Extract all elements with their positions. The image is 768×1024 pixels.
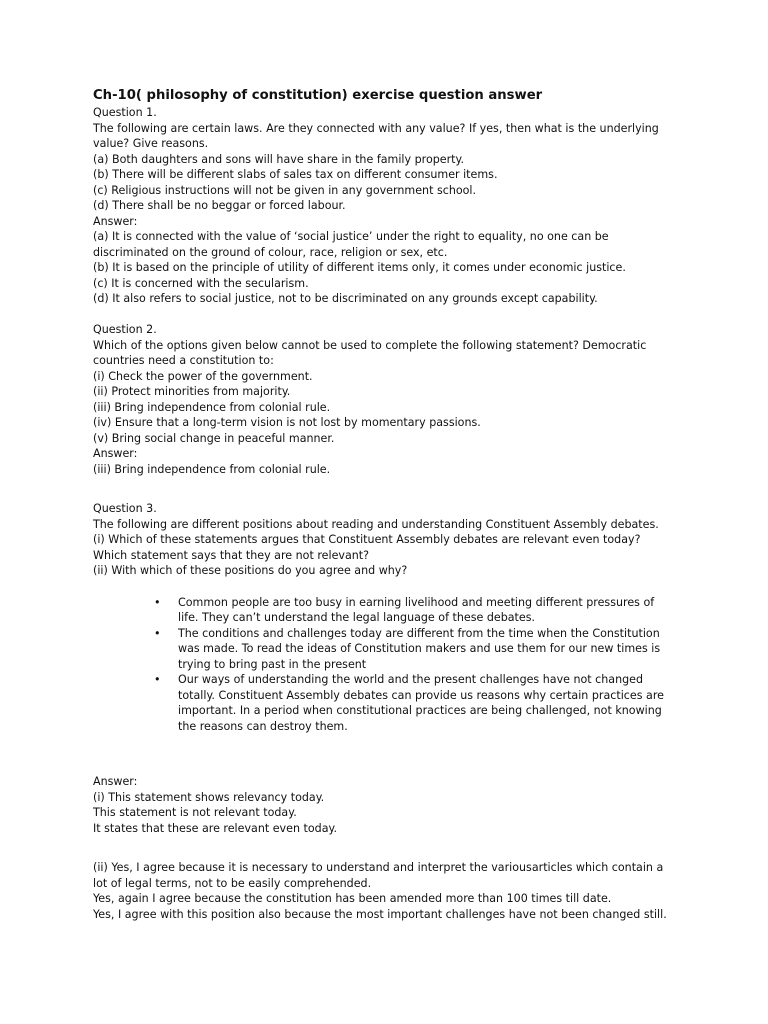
q1-item-a: (a) Both daughters and sons will have share in the family property. <box>93 152 465 166</box>
list-item-text: Our ways of understanding the world and the present challenges have not changed totally. Constituent Assembly debates can provide us reasons why certain practices are important. In a period when constitutional practices are being challenged, not knowing the reasons can destroy them. <box>178 673 664 733</box>
list-item <box>154 672 678 734</box>
q1-label: Question 1. <box>93 106 157 119</box>
q2-item-iv: (iv) Ensure that a long-term vision is not lost by momentary passions. <box>93 416 481 429</box>
q3-sub-ii: (ii) With which of these positions do you agree and why? <box>93 564 408 577</box>
spacer <box>93 477 678 501</box>
list-item <box>154 626 678 673</box>
q1-answer-a: (a) It is connected with the value of ‘social justice’ under the right to equality, no one can be discriminated on the ground of colour, race, religion or sex, etc. <box>93 230 609 259</box>
q2-label: Question 2. <box>93 323 157 336</box>
q1-item-d: (d) There shall be no beggar or forced labour. <box>93 199 346 212</box>
q2-answer-label: Answer: <box>93 447 138 460</box>
q3-answer-ii-1: (ii) Yes, I agree because it is necessary to understand and interpret the variousarticles which contain a lot of legal terms, not to be easily comprehended. <box>93 861 664 890</box>
bullet-icon: • <box>154 673 161 686</box>
document-title: Ch-10( philosophy of constitution) exercise question answer <box>93 88 543 103</box>
q2-item-v: (v) Bring social change in peaceful manner. <box>93 431 335 445</box>
spacer <box>93 307 678 323</box>
q1-text: The following are certain laws. Are they connected with any value? If yes, then what is the underlying value? Give reasons. <box>93 121 659 150</box>
q1-item-c: (c) Religious instructions will not be given in any government school. <box>93 183 477 197</box>
q3-label: Question 3. <box>93 502 157 515</box>
q3-answer-i-3: It states that these are relevant even today. <box>93 821 337 835</box>
q1-answer-c: (c) It is concerned with the secularism. <box>93 276 309 290</box>
q3-sub-i: (i) Which of these statements argues that Constituent Assembly debates are relevant even today? Which statement says that they are not relevant? <box>93 533 641 562</box>
list-item-text: The conditions and challenges today are different from the time when the Constitution was made. To read the ideas of Constitution makers and use them for our new times is trying to bring past in the present <box>178 626 661 671</box>
spacer <box>93 579 678 595</box>
q2-item-ii: (ii) Protect minorities from majority. <box>93 385 291 398</box>
q3-answer-ii-3: Yes, I agree with this position also because the most important challenges have not been changed still. <box>93 907 667 921</box>
bullet-icon: • <box>154 595 161 609</box>
q1-answer-b: (b) It is based on the principle of utility of different items only, it comes under economic justice. <box>93 261 626 274</box>
list-item-text: Common people are too busy in earning livelihood and meeting different pressures of life. They can’t understand the legal language of these debates. <box>178 595 655 624</box>
q3-bullet-list <box>93 595 678 735</box>
spacer <box>93 836 678 860</box>
q2-text: Which of the options given below cannot be used to complete the following statement? Democratic countries need a constitution to: <box>93 338 647 367</box>
spacer <box>93 734 678 774</box>
q1-answer-d: (d) It also refers to social justice, not to be discriminated on any grounds except capability. <box>93 292 598 305</box>
q1-answer-label: Answer: <box>93 214 138 228</box>
q3-answer-i-2: This statement is not relevant today. <box>93 806 297 819</box>
q2-item-iii: (iii) Bring independence from colonial rule. <box>93 400 331 414</box>
q1-item-b: (b) There will be different slabs of sales tax on different consumer items. <box>93 168 498 181</box>
q3-text: The following are different positions about reading and understanding Constituent Assembly debates. <box>93 517 659 531</box>
bullet-icon: • <box>154 626 161 640</box>
q3-answer-ii-2: Yes, again I agree because the constitution has been amended more than 100 times till date. <box>93 892 612 905</box>
q3-answer-label: Answer: <box>93 775 138 788</box>
q3-answer-i-1: (i) This statement shows relevancy today. <box>93 790 325 804</box>
list-item <box>154 595 678 626</box>
q2-answer: (iii) Bring independence from colonial rule. <box>93 462 331 476</box>
q2-item-i: (i) Check the power of the government. <box>93 369 313 383</box>
